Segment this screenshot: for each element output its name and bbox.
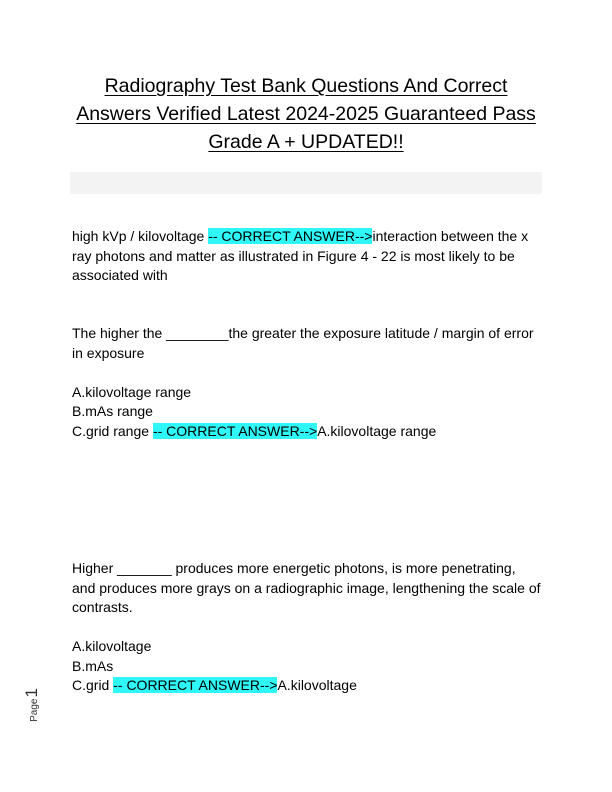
question-block-2 bbox=[72, 324, 542, 441]
document-title bbox=[60, 72, 552, 156]
question-1-prompt: high kVp / kilovoltage bbox=[72, 228, 209, 244]
question-block-1 bbox=[72, 227, 542, 286]
question-2-text: The higher the ________the greater the exposure latitude / margin of error in exposure bbox=[72, 325, 534, 361]
question-3-option-c: C.grid bbox=[72, 677, 114, 693]
question-2-option-c-line bbox=[72, 422, 542, 442]
question-1-text bbox=[72, 227, 542, 286]
question-2-option-c: C.grid range bbox=[72, 422, 153, 439]
title-line-1: Radiography Test Bank Questions And Correct bbox=[104, 75, 508, 97]
question-3-option-b: B.mAs bbox=[72, 657, 114, 674]
question-block-3 bbox=[72, 559, 542, 696]
question-3-option-c-line bbox=[72, 676, 542, 696]
question-2-option-b: B.mAs range bbox=[72, 403, 153, 419]
title-line-3: Grade A + UPDATED!! bbox=[208, 131, 404, 153]
question-3-text: Higher _______ produces more energetic photons, is more penetrating, and produces more grays on a radiographic image, lengthening the scale of contrasts. bbox=[72, 560, 541, 615]
title-shaded-band bbox=[70, 172, 542, 194]
title-line-2: Answers Verified Latest 2024-2025 Guaranteed Pass bbox=[76, 103, 536, 125]
correct-answer-marker: -- CORRECT ANSWER--> bbox=[152, 422, 318, 439]
page-word: Page bbox=[29, 698, 40, 722]
correct-answer-marker: -- CORRECT ANSWER--> bbox=[208, 228, 373, 244]
page-number-label bbox=[22, 690, 52, 720]
question-3-answer: A.kilovoltage bbox=[277, 677, 357, 693]
correct-answer-marker: -- CORRECT ANSWER--> bbox=[113, 677, 278, 693]
question-1-rest: interaction between the x ray photons and matter as illustrated in Figure 4 - 22 is most likely to be associated with bbox=[72, 228, 529, 283]
question-2-answer: A.kilovoltage range bbox=[317, 422, 437, 439]
question-3-option-a: A.kilovoltage bbox=[72, 638, 152, 654]
question-2-option-a: A.kilovoltage range bbox=[72, 383, 192, 400]
page-number: 1 bbox=[22, 688, 41, 698]
